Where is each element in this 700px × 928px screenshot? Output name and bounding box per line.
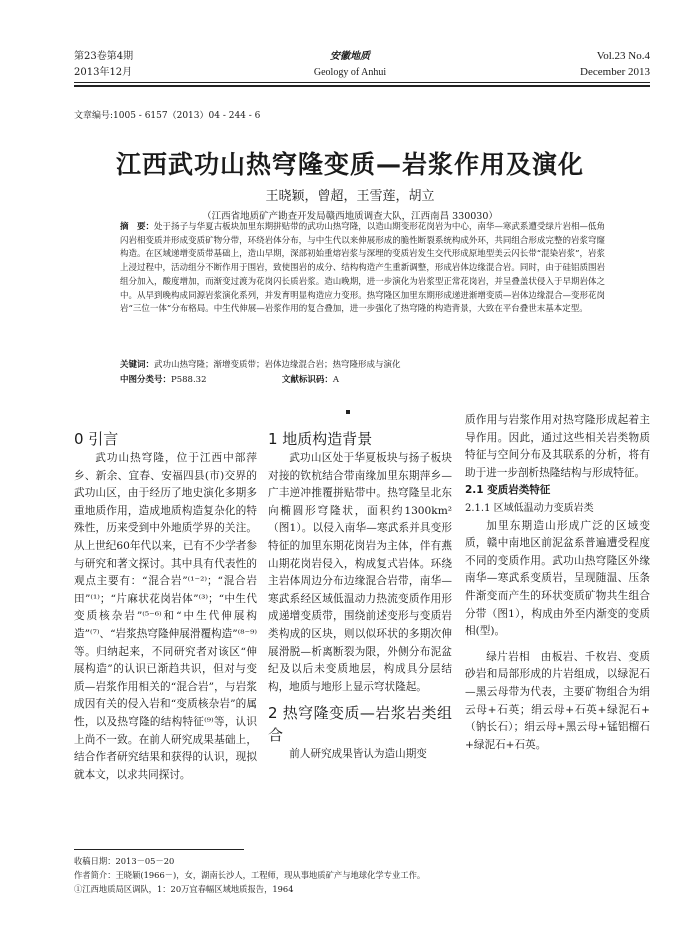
journal-date-en: December 2013 [580,66,650,78]
keywords-text: 武功山热穹隆；渐增变质带；岩体边缘混合岩；热穹隆形成与演化 [154,360,401,370]
column-1 [74,428,257,784]
journal-name-cn: 安徽地质 [330,51,370,62]
section-0-body: 武功山热穹隆，位于江西中部萍乡、新余、宜春、安福四县(市)交界的武功山区，由于经历了地史演化多期多重地质作用，造成地质构造复杂化的特殊性，历来受到中外地质学界的关注。从上世纪60年代以来，已有不少学者参与研究和著文探讨。其中具有代表性的观点主要有：“混合岩”⁽¹⁻²⁾；“混合岩田”⁽¹⁾；“片麻状花岗岩体”⁽³⁾；“中生代变质核杂岩”⁽⁵⁻⁶⁾和“中生代伸展构造”⁽⁷⁾、“岩浆热穹隆伸展滑覆构造”⁽⁸⁻⁹⁾等。归纳起来，不同研究者对该区“伸展构造”的认识已渐趋共识，但对与变质—岩浆作用相关的“混合岩”，与岩浆成因有关的侵入岩和“变质核杂岩”的属性，以及热穹隆的结构特征⁽⁹⁾等，认识上尚不一致。在前人研究成果基础上，结合作者研究结果和获得的认识，现拟就本文，以求共同探讨。 [74,452,257,781]
section-2-continued: 质作用与岩浆作用对热穹隆形成起着主导作用。因此，通过这些相关岩类物质特征与空间分布及其联系的分析，将有助于进一步剖析热隆结构与形成特征。 [465,414,650,479]
paper-authors: 王晓颖，曾超，王雪莲，胡立 [265,189,435,204]
section-2-heading: 2 热穹隆变质—岩浆岩类组合 [268,704,452,745]
paper-title: 江西武功山热穹隆变质—岩浆作用及演化 [115,150,584,179]
abstract-label: 摘 要： [120,222,155,232]
journal-vol-en: Vol.23 No.4 [596,50,650,62]
journal-volume: 第23卷第4期 [74,51,134,62]
subsection-2-1-1-para1: 加里东期造山形成广泛的区域变质，赣中南地区前泥盆系普遍遭受程度不同的变质作用。武功山热穹隆区外缘南华—寒武系变质岩，呈现随温、压条件渐变而产生的环状变质矿物共生组合分带（图1），构成由外至内渐变的变质相(型)。 [465,519,650,638]
subsection-2-1-1-heading: 2.1.1 区域低温动力变质岩类 [465,502,594,514]
classification [120,374,605,387]
section-1-body: 武功山区处于华夏板块与扬子板块对接的钦杭结合带南缘加里东期萍乡—广丰逆冲推覆拼贴带中。热穹隆呈北东向椭圆形穹隆状，面积约1300km²（图1）。以侵入南华—寒武系并具变形特征的加里东期花岗岩为主体，伴有燕山期花岗岩侵入，构成复式岩体。环绕主岩体周边分布边缘混合岩带，南华—寒武系经区域低温动力热流变质作用形成递增变质带，围绕前述变形与变质岩类构成的区块，则以似环状的多期次伸展滑脱—析离断裂为限，外侧分布泥盆纪及以后未变质地层，构成具分层结构，地质与地形上显示穹状隆起。 [268,452,452,693]
footnote-received: 收稿日期：2013－05－20 [74,856,175,866]
class-label: 中图分类号： [120,375,172,385]
article-id: 文章编号:1005 - 6157（2013）04 - 244 - 6 [74,111,261,121]
subsection-2-1-heading: 2.1 变质岩类特征 [465,484,551,497]
column-2 [268,428,452,764]
class-value: P588.32 [171,375,207,385]
footnote-author: 作者简介：王晓颖(1966－)，女，湖南长沙人，工程师，现从事地质矿产与地球化学专业工作。 [74,870,426,880]
paper-affiliation: （江西省地质矿产勘查开发局赣西地质调查大队，江西南昌 330030） [202,211,498,222]
section-0-heading: 0 引言 [74,430,119,448]
doc-code-label: 文献标识码： [281,375,333,385]
footnote-rule [74,849,244,850]
header-rule-thick [74,85,650,87]
separator-dot [346,410,350,414]
section-1-heading: 1 地质构造背景 [268,430,373,448]
keywords [120,359,605,372]
column-3 [465,412,650,754]
doc-code-value: A [332,375,340,385]
subsection-2-1-1-para2: 绿片岩相 由板岩、千枚岩、变质砂岩和局部形成的片岩组成，以绿泥石—黑云母带为代表，主要矿物组合为绢云母+石英；绢云母+石英+绿泥石+（钠长石）；绢云母+黑云母+锰铝榴石+绿泥石+石英。 [465,650,650,751]
journal-name-en: Geology of Anhui [313,67,387,78]
section-2-body: 前人研究成果皆认为造山期变 [289,748,427,761]
abstract-text: 处于扬子与华夏古板块加里东期拼贴带的武功山热穹隆，以造山期变形花岗岩为中心，南华—寒武系遭受绿片岩相—低角闪岩相变质并形成变质矿物分带，环绕岩体分布，与中生代以来伸展形成的脆性断裂系统构成外环，共同组合形成完整的岩浆穹窿构造。在区域递增变质带基础上，造山早期，深部初始重熔岩浆与深埋的变质岩发生交代形成原地型美云闪长带“混染岩浆”，岩浆上浸过程中，活动组分不断作用于围岩，致使围岩的成分、结构构造产生重新调整，形成岩体边缘混合岩。同时，由于硅铝质围岩组分加入，酸度增加，而渐变过渡为花岗闪长质岩浆。造山晚期，进一步演化为岩浆型正常花岗岩，并呈叠盖状侵入于早期岩体之中。从早到晚构成同源岩浆演化系列，并发育明显构造应力变形。热穹隆区加里东期形成递进渐增变质—岩体边缘混合—变形花岗岩“三位一体”分布格局。中生代伸展—岩浆作用的复合叠加，进一步强化了热穹隆的构造背景，大致在平台叠世末基本定型。 [120,222,605,315]
journal-date: 2013年12月 [74,67,133,78]
abstract [120,221,605,317]
keywords-label: 关键词： [120,360,155,370]
header-rule-thin [74,82,650,83]
footnote-1: ①江西地质局区调队，1：20万宜春幅区域地质报告，1964 [74,884,294,894]
